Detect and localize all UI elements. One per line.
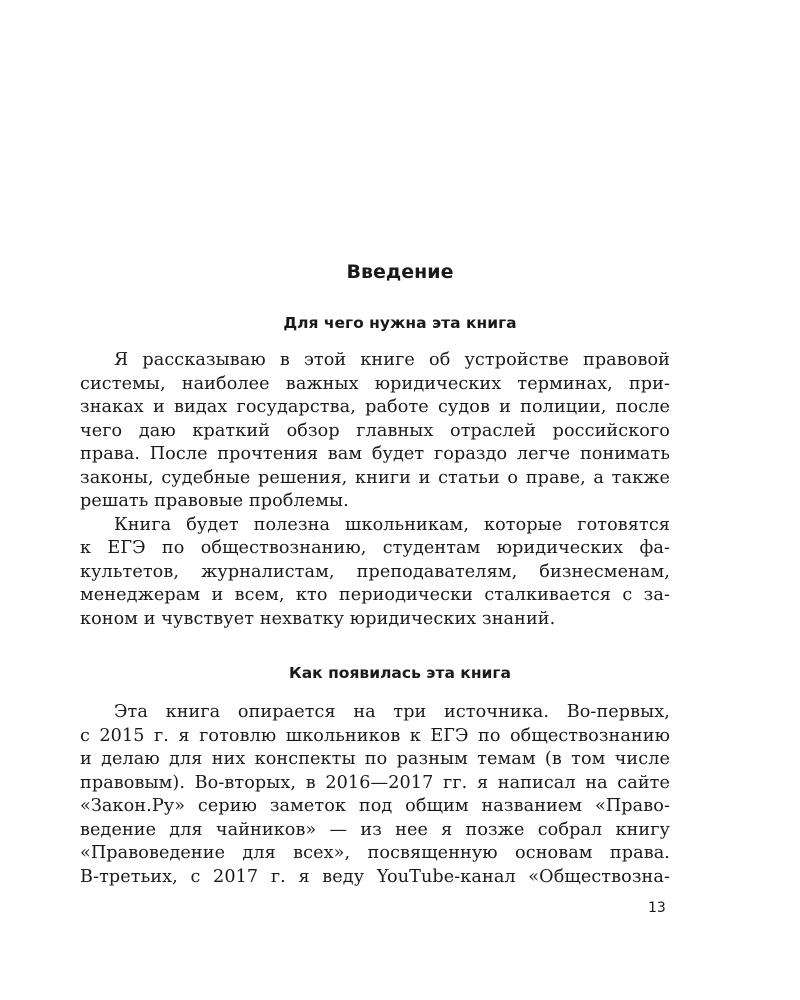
- page-number: 13: [648, 900, 666, 916]
- paragraph-purpose-2: [80, 514, 670, 632]
- text-line: права. После прочтения вам будет гораздо легче понимать: [80, 444, 670, 464]
- text-line: менеджерам и всем, кто периодически сталкивается с за-: [80, 585, 670, 605]
- section-heading-purpose: Для чего нужна эта книга: [283, 314, 517, 332]
- text-line: и делаю для них конспекты по разным темам (в том числе: [80, 749, 670, 769]
- text-line: ведение для чайников» — из нее я позже собрал книгу: [80, 819, 670, 840]
- text-line: законы, судебные решения, книги и статьи о праве, а также: [80, 467, 670, 488]
- text-line: «Закон.Ру» серию заметок под общим названием «Право-: [80, 796, 670, 816]
- text-line: «Правоведение для всех», посвященную основам права.: [80, 843, 670, 863]
- text-line: Я рассказываю в этой книге об устройстве правовой: [114, 350, 670, 370]
- text-line: чего даю краткий обзор главных отраслей российского: [80, 420, 670, 441]
- text-line: Эта книга опирается на три источника. Во-первых,: [114, 702, 670, 722]
- text-line: В-третьих, с 2017 г. я веду YouTube-канал «Обществозна-: [80, 866, 670, 887]
- text-line: с 2015 г. я готовлю школьников к ЕГЭ по обществознанию: [80, 725, 670, 746]
- section-heading-origin: Как появилась эта книга: [289, 664, 511, 682]
- paragraph-origin-1: [80, 701, 670, 889]
- text-line: культетов, журналистам, преподавателям, бизнесменам,: [80, 561, 670, 582]
- text-line: правовым). Во-вторых, в 2016—2017 гг. я написал на сайте: [80, 772, 670, 793]
- chapter-title: Введение: [346, 261, 454, 283]
- text-line: Книга будет полезна школьникам, которые готовятся: [114, 514, 670, 535]
- text-line: к ЕГЭ по обществознанию, студентам юридических фа-: [80, 538, 670, 558]
- text-line: коном и чувствует нехватку юридических знаний.: [80, 608, 556, 629]
- text-line: решать правовые проблемы.: [80, 491, 349, 511]
- text-line: знаках и видах государства, работе судов и полиции, после: [80, 397, 670, 417]
- text-line: системы, наиболее важных юридических терминах, при-: [80, 373, 670, 394]
- paragraph-purpose-1: [80, 349, 670, 514]
